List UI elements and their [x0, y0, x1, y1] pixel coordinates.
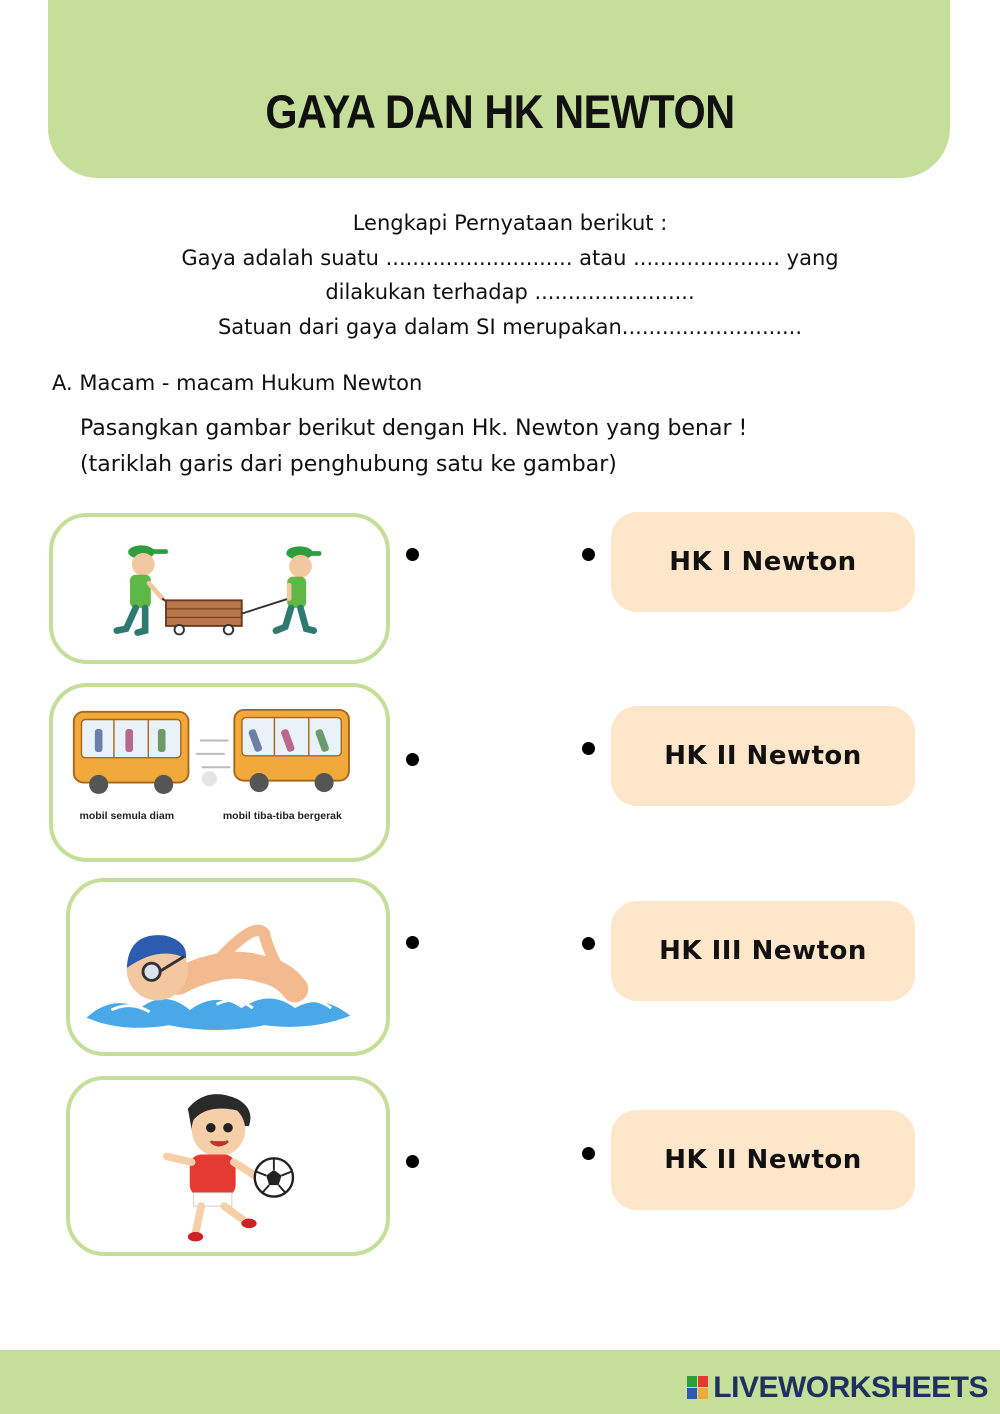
instruction-line-2: (tariklah garis dari penghubung satu ke gambar)	[80, 452, 617, 477]
law-card-2[interactable]: HK II Newton	[611, 706, 915, 806]
connector-dot-right-1[interactable]	[582, 548, 595, 561]
cart-icon	[162, 598, 289, 634]
law-card-1[interactable]: HK I Newton	[611, 512, 915, 612]
connector-dot-left-3[interactable]	[406, 936, 419, 949]
bus-caption-left: mobil semula diam	[79, 809, 175, 822]
swimmer-icon	[127, 930, 295, 1000]
section-title: A. Macam - macam Hukum Newton	[52, 371, 423, 395]
bus-moving-icon	[196, 710, 349, 792]
swimmer-illustration	[70, 882, 386, 1052]
intro-line-1: Lengkapi Pernyataan berikut :	[352, 211, 668, 235]
law-card-3[interactable]: HK III Newton	[611, 901, 915, 1001]
liveworksheets-grid-icon	[687, 1376, 709, 1400]
kid-left-icon	[117, 545, 168, 632]
brand-text: LIVEWORKSHEETS	[713, 1371, 988, 1404]
picture-card-bus[interactable]	[49, 683, 390, 862]
intro-line-2: Gaya adalah suatu ............................ atau ...................... yang	[181, 245, 839, 270]
liveworksheets-logo	[687, 1370, 988, 1406]
picture-card-swimmer[interactable]	[66, 878, 390, 1056]
bus-stationary-icon	[74, 712, 189, 794]
cart-pull-illustration	[53, 517, 386, 660]
kick-illustration	[70, 1080, 386, 1252]
connector-dot-right-4[interactable]	[582, 1147, 595, 1160]
intro-line-4: Satuan dari gaya dalam SI merupakan...........................	[217, 314, 803, 339]
bus-illustration	[53, 687, 386, 858]
law-card-4[interactable]: HK II Newton	[611, 1110, 915, 1210]
instruction-line-1: Pasangkan gambar berikut dengan Hk. Newton yang benar !	[80, 416, 748, 441]
connector-dot-left-1[interactable]	[406, 548, 419, 561]
intro-statements	[0, 206, 1000, 344]
page-title: GAYA DAN HK NEWTON	[265, 85, 735, 138]
water-splash-icon	[87, 999, 351, 1031]
bus-caption-right: mobil tiba-tiba bergerak	[222, 809, 342, 822]
instruction	[80, 411, 747, 483]
kid-right-icon	[276, 546, 321, 630]
intro-line-3: dilakukan terhadap ........................	[325, 280, 695, 304]
connector-dot-right-3[interactable]	[582, 937, 595, 950]
connector-dot-right-2[interactable]	[582, 742, 595, 755]
soccer-ball-icon	[255, 1158, 293, 1196]
picture-card-kick[interactable]	[66, 1076, 390, 1256]
connector-dot-left-4[interactable]	[406, 1155, 419, 1168]
connector-dot-left-2[interactable]	[406, 753, 419, 766]
boy-kicking-icon	[167, 1094, 257, 1241]
picture-card-cart[interactable]	[49, 513, 390, 664]
